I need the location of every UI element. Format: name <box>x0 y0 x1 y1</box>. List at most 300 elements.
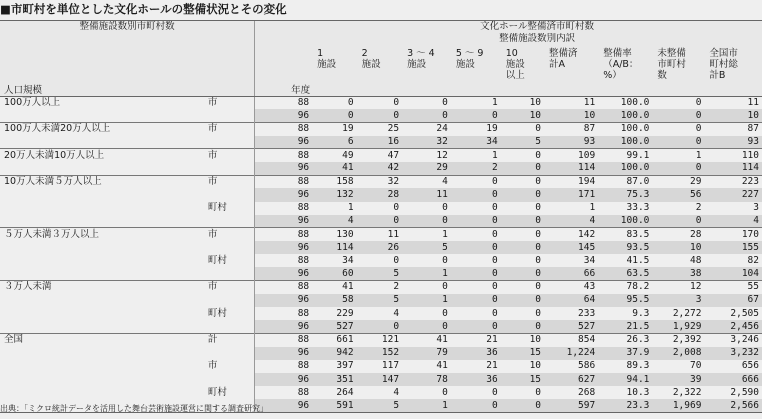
value-cell: 0 <box>652 109 704 122</box>
year-cell: 96 <box>255 399 312 412</box>
value-cell: 95.5 <box>598 294 652 307</box>
value-cell: 3 <box>652 294 704 307</box>
value-cell: 0 <box>501 320 544 333</box>
population-group-label <box>0 109 206 122</box>
value-cell: 0 <box>501 399 544 412</box>
column-header: 整備済 計A <box>544 46 598 96</box>
value-cell: 15 <box>501 347 544 360</box>
value-cell: 100.0 <box>598 96 652 109</box>
value-cell: 0 <box>451 386 501 399</box>
year-cell: 96 <box>255 136 312 149</box>
population-group-label: 全国 <box>0 333 206 346</box>
value-cell: 0 <box>652 96 704 109</box>
municipality-type-label <box>206 136 255 149</box>
value-cell: 10 <box>501 360 544 373</box>
value-cell: 0 <box>652 136 704 149</box>
population-group-label: 20万人未満10万人以上 <box>0 149 206 162</box>
value-cell: 36 <box>451 373 501 386</box>
value-cell: 79 <box>402 347 451 360</box>
value-cell: 397 <box>312 360 356 373</box>
year-cell: 88 <box>255 149 312 162</box>
value-cell: 0 <box>501 281 544 294</box>
value-cell: 93.5 <box>598 241 652 254</box>
value-cell: 75.3 <box>598 188 652 201</box>
value-cell: 2,392 <box>652 333 704 346</box>
left-group-header: 整備施設数別市町村数 <box>0 21 255 34</box>
value-cell: 83.5 <box>598 228 652 241</box>
year-cell: 88 <box>255 281 312 294</box>
column-header: 未整備 市町村 数 <box>652 46 704 96</box>
value-cell: 2,008 <box>652 347 704 360</box>
value-cell: 0 <box>402 281 451 294</box>
population-group-label <box>0 320 206 333</box>
value-cell: 67 <box>704 294 762 307</box>
value-cell: 19 <box>451 122 501 135</box>
value-cell: 32 <box>402 136 451 149</box>
value-cell: 78.2 <box>598 281 652 294</box>
municipality-type-label <box>206 241 255 254</box>
value-cell: 1 <box>652 149 704 162</box>
value-cell: 93 <box>704 136 762 149</box>
value-cell: 117 <box>357 360 403 373</box>
value-cell: 0 <box>451 294 501 307</box>
value-cell: 4 <box>357 386 403 399</box>
value-cell: 3,232 <box>704 347 762 360</box>
value-cell: 43 <box>544 281 598 294</box>
value-cell: 94.1 <box>598 373 652 386</box>
right-group-subheader: 整備施設数別内訳 <box>312 33 762 46</box>
value-cell: 0 <box>451 307 501 320</box>
value-cell: 32 <box>357 175 403 188</box>
value-cell: 0 <box>357 96 403 109</box>
value-cell: 114 <box>544 162 598 175</box>
population-group-label: 100万人以上 <box>0 96 206 109</box>
value-cell: 29 <box>402 162 451 175</box>
value-cell: 34 <box>544 254 598 267</box>
value-cell: 78 <box>402 373 451 386</box>
value-cell: 145 <box>544 241 598 254</box>
value-cell: 34 <box>312 254 356 267</box>
value-cell: 0 <box>451 109 501 122</box>
population-group-label <box>0 136 206 149</box>
value-cell: 28 <box>652 228 704 241</box>
value-cell: 99.1 <box>598 149 652 162</box>
value-cell: 586 <box>544 360 598 373</box>
column-header: 10 施設 以上 <box>501 46 544 96</box>
value-cell: 264 <box>312 386 356 399</box>
value-cell: 10 <box>544 109 598 122</box>
year-cell: 88 <box>255 360 312 373</box>
value-cell: 89.3 <box>598 360 652 373</box>
municipality-type-label <box>206 109 255 122</box>
value-cell: 41 <box>312 162 356 175</box>
value-cell: 1,224 <box>544 347 598 360</box>
year-cell: 96 <box>255 373 312 386</box>
table-row <box>0 360 762 373</box>
value-cell: 0 <box>451 241 501 254</box>
value-cell: 4 <box>704 215 762 228</box>
value-cell: 2,590 <box>704 386 762 399</box>
value-cell: 10 <box>704 109 762 122</box>
value-cell: 100.0 <box>598 162 652 175</box>
table-row <box>0 188 762 201</box>
municipality-type-label <box>206 373 255 386</box>
value-cell: 854 <box>544 333 598 346</box>
value-cell: 194 <box>544 175 598 188</box>
value-cell: 114 <box>312 241 356 254</box>
year-cell: 96 <box>255 294 312 307</box>
value-cell: 10 <box>501 96 544 109</box>
value-cell: 527 <box>312 320 356 333</box>
year-cell: 96 <box>255 267 312 280</box>
value-cell: 2,456 <box>704 320 762 333</box>
value-cell: 16 <box>357 136 403 149</box>
value-cell: 70 <box>652 360 704 373</box>
value-cell: 0 <box>357 320 403 333</box>
value-cell: 227 <box>704 188 762 201</box>
column-header: 整備率 （A/B： %） <box>598 46 652 96</box>
value-cell: 11 <box>357 228 403 241</box>
value-cell: 0 <box>402 307 451 320</box>
value-cell: 26 <box>357 241 403 254</box>
population-group-label: ５万人未満３万人以上 <box>0 228 206 241</box>
value-cell: 0 <box>451 188 501 201</box>
value-cell: 58 <box>312 294 356 307</box>
column-header: 3 ～ 4 施設 <box>402 46 451 96</box>
value-cell: 132 <box>312 188 356 201</box>
table-row <box>0 307 762 320</box>
column-header: 全国市 町村総 計B <box>704 46 762 96</box>
value-cell: 1 <box>402 267 451 280</box>
value-cell: 0 <box>501 241 544 254</box>
value-cell: 0 <box>451 320 501 333</box>
value-cell: 47 <box>357 149 403 162</box>
value-cell: 38 <box>652 267 704 280</box>
value-cell: 351 <box>312 373 356 386</box>
value-cell: 0 <box>501 175 544 188</box>
value-cell: 48 <box>652 254 704 267</box>
municipality-type-label <box>206 162 255 175</box>
source-note: 出典：「ミクロ統計データを活用した舞台芸術施設運営に関する調査研究」 <box>0 404 268 413</box>
population-group-label: 10万人未満５万人以上 <box>0 175 206 188</box>
value-cell: 33.3 <box>598 202 652 215</box>
value-cell: 0 <box>451 254 501 267</box>
value-cell: 661 <box>312 333 356 346</box>
value-cell: 29 <box>652 175 704 188</box>
population-group-label <box>0 294 206 307</box>
value-cell: 0 <box>357 254 403 267</box>
value-cell: 24 <box>402 122 451 135</box>
value-cell: 25 <box>357 122 403 135</box>
value-cell: 2,505 <box>704 307 762 320</box>
population-group-label: ３万人未満 <box>0 281 206 294</box>
value-cell: 100.0 <box>598 122 652 135</box>
value-cell: 2,272 <box>652 307 704 320</box>
value-cell: 5 <box>357 267 403 280</box>
value-cell: 147 <box>357 373 403 386</box>
value-cell: 36 <box>451 347 501 360</box>
value-cell: 1,929 <box>652 320 704 333</box>
population-group-label <box>0 307 206 320</box>
table-body <box>0 96 762 413</box>
table-row <box>0 149 762 162</box>
value-cell: 1 <box>451 96 501 109</box>
municipality-type-label: 町村 <box>206 202 255 215</box>
value-cell: 1 <box>402 228 451 241</box>
value-cell: 0 <box>451 215 501 228</box>
value-cell: 87 <box>544 122 598 135</box>
year-cell: 96 <box>255 347 312 360</box>
value-cell: 0 <box>501 228 544 241</box>
table-row <box>0 215 762 228</box>
value-cell: 0 <box>357 202 403 215</box>
value-cell: 64 <box>544 294 598 307</box>
value-cell: 121 <box>357 333 403 346</box>
value-cell: 21 <box>451 333 501 346</box>
value-cell: 110 <box>704 149 762 162</box>
table-row <box>0 228 762 241</box>
year-cell: 96 <box>255 215 312 228</box>
year-cell: 88 <box>255 122 312 135</box>
hall-status-table <box>0 20 762 413</box>
value-cell: 0 <box>451 399 501 412</box>
value-cell: 28 <box>357 188 403 201</box>
value-cell: 93 <box>544 136 598 149</box>
value-cell: 104 <box>704 267 762 280</box>
year-cell: 88 <box>255 228 312 241</box>
population-group-label <box>0 241 206 254</box>
value-cell: 5 <box>357 294 403 307</box>
municipality-type-label: 市 <box>206 360 255 373</box>
value-cell: 21.5 <box>598 320 652 333</box>
value-cell: 4 <box>544 215 598 228</box>
value-cell: 155 <box>704 241 762 254</box>
value-cell: 0 <box>501 254 544 267</box>
population-header: 人口規模 <box>0 46 255 96</box>
year-cell: 96 <box>255 320 312 333</box>
year-cell: 88 <box>255 175 312 188</box>
value-cell: 2 <box>451 162 501 175</box>
value-cell: 1 <box>544 202 598 215</box>
table-row <box>0 254 762 267</box>
value-cell: 0 <box>451 175 501 188</box>
value-cell: 87.0 <box>598 175 652 188</box>
value-cell: 82 <box>704 254 762 267</box>
value-cell: 6 <box>312 136 356 149</box>
year-cell: 96 <box>255 109 312 122</box>
value-cell: 100.0 <box>598 136 652 149</box>
value-cell: 2,566 <box>704 399 762 412</box>
value-cell: 26.3 <box>598 333 652 346</box>
value-cell: 0 <box>451 267 501 280</box>
value-cell: 41 <box>312 281 356 294</box>
table-row <box>0 294 762 307</box>
value-cell: 0 <box>501 149 544 162</box>
value-cell: 152 <box>357 347 403 360</box>
page-title: ■市町村を単位とした文化ホールの整備状況とその変化 <box>0 2 287 16</box>
value-cell: 0 <box>501 188 544 201</box>
municipality-type-label <box>206 320 255 333</box>
municipality-type-label: 町村 <box>206 307 255 320</box>
value-cell: 100.0 <box>598 109 652 122</box>
value-cell: 56 <box>652 188 704 201</box>
table-row <box>0 109 762 122</box>
value-cell: 5 <box>357 399 403 412</box>
column-header: 5 ～ 9 施設 <box>451 46 501 96</box>
municipality-type-label: 市 <box>206 149 255 162</box>
value-cell: 49 <box>312 149 356 162</box>
value-cell: 0 <box>357 215 403 228</box>
table-row <box>0 333 762 346</box>
value-cell: 591 <box>312 399 356 412</box>
column-header: 2 施設 <box>357 46 403 96</box>
population-group-label <box>0 162 206 175</box>
value-cell: 0 <box>501 215 544 228</box>
population-group-label: 100万人未満20万人以上 <box>0 122 206 135</box>
value-cell: 12 <box>402 149 451 162</box>
table-row <box>0 122 762 135</box>
value-cell: 268 <box>544 386 598 399</box>
value-cell: 21 <box>451 360 501 373</box>
municipality-type-label: 計 <box>206 333 255 346</box>
value-cell: 11 <box>704 96 762 109</box>
value-cell: 10.3 <box>598 386 652 399</box>
year-cell: 88 <box>255 96 312 109</box>
year-cell: 88 <box>255 307 312 320</box>
value-cell: 0 <box>402 202 451 215</box>
value-cell: 597 <box>544 399 598 412</box>
value-cell: 527 <box>544 320 598 333</box>
value-cell: 0 <box>652 215 704 228</box>
table-row <box>0 175 762 188</box>
year-cell: 96 <box>255 162 312 175</box>
municipality-type-label: 市 <box>206 281 255 294</box>
value-cell: 0 <box>402 109 451 122</box>
year-cell: 96 <box>255 188 312 201</box>
municipality-type-label: 市 <box>206 122 255 135</box>
year-cell: 88 <box>255 386 312 399</box>
value-cell: 0 <box>501 307 544 320</box>
value-cell: 5 <box>501 136 544 149</box>
year-cell: 96 <box>255 241 312 254</box>
table-row <box>0 267 762 280</box>
value-cell: 15 <box>501 373 544 386</box>
value-cell: 5 <box>402 241 451 254</box>
value-cell: 2 <box>652 202 704 215</box>
value-cell: 41 <box>402 360 451 373</box>
value-cell: 41.5 <box>598 254 652 267</box>
value-cell: 0 <box>402 254 451 267</box>
value-cell: 63.5 <box>598 267 652 280</box>
value-cell: 4 <box>402 175 451 188</box>
value-cell: 0 <box>402 320 451 333</box>
value-cell: 11 <box>544 96 598 109</box>
population-group-label <box>0 215 206 228</box>
value-cell: 0 <box>501 386 544 399</box>
table-row <box>0 320 762 333</box>
value-cell: 656 <box>704 360 762 373</box>
value-cell: 0 <box>451 281 501 294</box>
value-cell: 11 <box>402 188 451 201</box>
value-cell: 0 <box>652 122 704 135</box>
value-cell: 1 <box>451 149 501 162</box>
municipality-type-label: 町村 <box>206 386 255 399</box>
value-cell: 2 <box>357 281 403 294</box>
population-group-label <box>0 386 206 399</box>
population-group-label <box>0 360 206 373</box>
year-cell: 88 <box>255 254 312 267</box>
value-cell: 130 <box>312 228 356 241</box>
value-cell: 114 <box>704 162 762 175</box>
value-cell: 158 <box>312 175 356 188</box>
value-cell: 1 <box>312 202 356 215</box>
value-cell: 10 <box>501 333 544 346</box>
value-cell: 66 <box>544 267 598 280</box>
value-cell: 0 <box>652 162 704 175</box>
value-cell: 12 <box>652 281 704 294</box>
value-cell: 1 <box>402 294 451 307</box>
year-cell: 88 <box>255 202 312 215</box>
municipality-type-label: 市 <box>206 175 255 188</box>
value-cell: 0 <box>402 96 451 109</box>
value-cell: 142 <box>544 228 598 241</box>
value-cell: 0 <box>312 96 356 109</box>
value-cell: 1,969 <box>652 399 704 412</box>
municipality-type-label: 市 <box>206 96 255 109</box>
value-cell: 109 <box>544 149 598 162</box>
population-group-label <box>0 347 206 360</box>
value-cell: 37.9 <box>598 347 652 360</box>
value-cell: 87 <box>704 122 762 135</box>
value-cell: 1 <box>402 399 451 412</box>
value-cell: 10 <box>652 241 704 254</box>
population-group-label <box>0 254 206 267</box>
value-cell: 229 <box>312 307 356 320</box>
value-cell: 19 <box>312 122 356 135</box>
municipality-type-label <box>206 347 255 360</box>
table-row <box>0 241 762 254</box>
value-cell: 41 <box>402 333 451 346</box>
value-cell: 233 <box>544 307 598 320</box>
population-group-label <box>0 188 206 201</box>
value-cell: 171 <box>544 188 598 201</box>
municipality-type-label <box>206 188 255 201</box>
value-cell: 39 <box>652 373 704 386</box>
table-row <box>0 373 762 386</box>
value-cell: 60 <box>312 267 356 280</box>
value-cell: 2,322 <box>652 386 704 399</box>
municipality-type-label: 町村 <box>206 254 255 267</box>
value-cell: 55 <box>704 281 762 294</box>
table-row <box>0 347 762 360</box>
value-cell: 0 <box>501 122 544 135</box>
value-cell: 942 <box>312 347 356 360</box>
municipality-type-label <box>206 294 255 307</box>
municipality-type-label: 市 <box>206 228 255 241</box>
right-group-header: 文化ホール整備済市町村数 <box>312 21 762 34</box>
municipality-type-label <box>206 267 255 280</box>
value-cell: 170 <box>704 228 762 241</box>
value-cell: 3,246 <box>704 333 762 346</box>
value-cell: 0 <box>402 386 451 399</box>
municipality-type-label <box>206 215 255 228</box>
value-cell: 23.3 <box>598 399 652 412</box>
value-cell: 223 <box>704 175 762 188</box>
value-cell: 3 <box>704 202 762 215</box>
value-cell: 4 <box>357 307 403 320</box>
value-cell: 42 <box>357 162 403 175</box>
value-cell: 0 <box>501 294 544 307</box>
